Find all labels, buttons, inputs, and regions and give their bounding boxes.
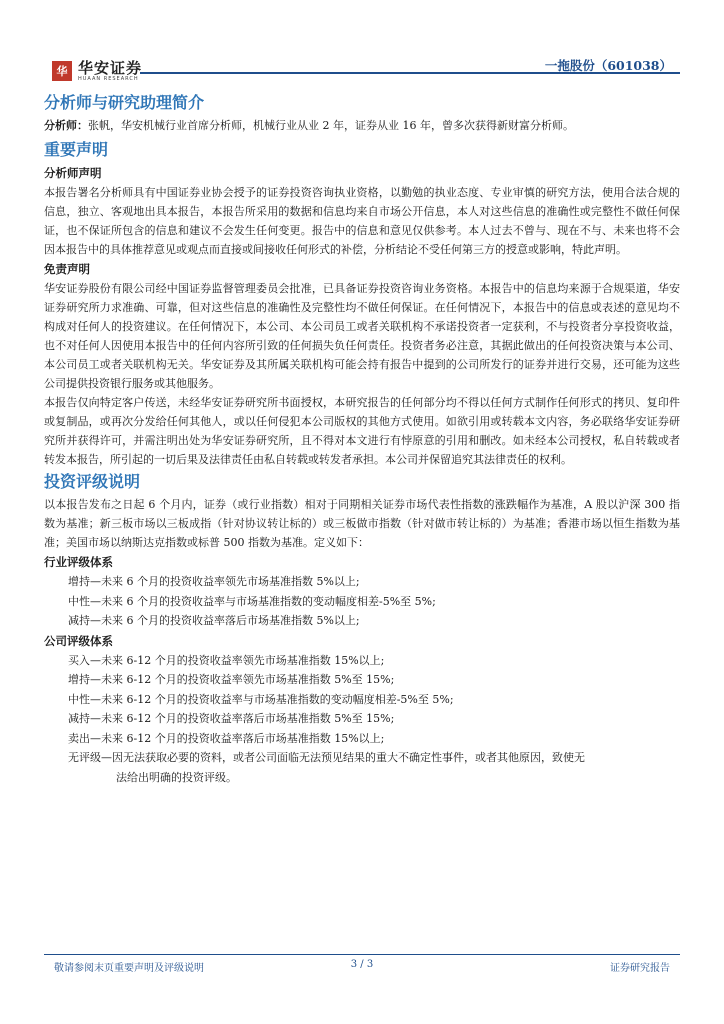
rating-intro: 以本报告发布之日起 6 个月内，证券（或行业指数）相对于同期相关证券市场代表性指数的涨跌幅作为基准，A 股以沪深 300 指数为基准；新三板市场以三板成指（针对协议转让标的）或三板做市指数（针对做市转让标的）为基准；香港市场以恒生指数为基准；美国市场以纳斯达克指数或标普 500 指数为基准。定义如下： xyxy=(44,498,680,549)
analyst-intro-title: 分析师与研究助理简介 xyxy=(44,93,205,112)
header-divider xyxy=(140,72,680,74)
analyst-statement-text: 本报告署名分析师具有中国证券业协会授予的证券投资咨询执业资格，以勤勉的执业态度、专业审慎的研究方法，使用合法合规的信息，独立、客观地出具本报告，本报告所采用的数据和信息均来自市场公开信息，本人对这些信息的准确性或完整性不做任何保证，也不保证所包含的信息和建议不会发生任何变更。报告中的信息和意见仅供参考。本人过去不曾与、现在不与、未来也将不会因本报告中的具体推荐意见或观点而直接或间接收任何形式的补偿，分析结论不受任何第三方的授意或影响，特此声明。 xyxy=(44,186,680,256)
logo-name: 华安证券 xyxy=(78,59,143,77)
industry-rating-subtitle: 行业评级体系 xyxy=(44,555,113,569)
company-rating-item: 中性—未来 6-12 个月的投资收益率与市场基准指数的变动幅度相差-5%至 5%; xyxy=(68,692,454,706)
footer-report-type: 证券研究报告 xyxy=(610,963,670,974)
page-number: 3 / 3 xyxy=(350,959,374,970)
industry-rating-item: 减持—未来 6 个月的投资收益率落后市场基准指数 5%以上; xyxy=(68,614,360,627)
footer-disclaimer-note: 敬请参阅末页重要声明及评级说明 xyxy=(54,963,204,974)
logo-mark-icon: 华 xyxy=(52,61,72,81)
analyst-intro-paragraph xyxy=(44,116,680,135)
disclaimer-subtitle: 免责声明 xyxy=(44,262,90,276)
rating-title: 投资评级说明 xyxy=(44,472,141,491)
important-statement-title: 重要声明 xyxy=(44,140,109,159)
industry-rating-item: 中性—未来 6 个月的投资收益率与市场基准指数的变动幅度相差-5%至 5%; xyxy=(68,594,436,608)
no-rating-continuation: 法给出明确的投资评级。 xyxy=(116,770,237,784)
disclaimer-text-2: 本报告仅向特定客户传送，未经华安证券研究所书面授权，本研究报告的任何部分均不得以任何方式制作任何形式的拷贝、复印件或复制品，或再次分发给任何其他人，或以任何侵犯本公司版权的其他方式使用。如欲引用或转载本文内容，务必联络华安证券研究所并获得许可，并需注明出处为华安证券研究所，且不得对本文进行有悖原意的引用和删改。如未经本公司授权，私自转载或者转发本报告，所引起的一切后果及法律责任由私自转载或转发者承担。本公司并保留追究其法律责任的权利。 xyxy=(44,396,680,466)
analyst-label: 分析师： xyxy=(44,119,88,132)
company-rating-subtitle: 公司评级体系 xyxy=(44,633,113,648)
logo-english: HUAAN RESEARCH xyxy=(78,76,139,82)
analyst-statement-subtitle: 分析师声明 xyxy=(44,166,102,180)
company-rating-item: 增持—未来 6-12 个月的投资收益率领先市场基准指数 5%至 15%; xyxy=(68,673,395,686)
page-footer xyxy=(44,954,680,975)
huaan-logo xyxy=(52,60,142,82)
no-rating-item xyxy=(44,748,680,787)
company-name: 一拖股份（601038） xyxy=(544,58,672,73)
page-header xyxy=(44,52,680,82)
company-rating-item: 减持—未来 6-12 个月的投资收益率落后市场基准指数 5%至 15%; xyxy=(68,712,395,725)
analyst-intro-text: 张帆，华安机械行业首席分析师，机械行业从业 2 年，证券从业 16 年，曾多次获得新财富分析师。 xyxy=(88,119,574,132)
page-content xyxy=(44,92,680,787)
no-rating-first-line: 无评级—因无法获取必要的资料，或者公司面临无法预见结果的重大不确定性事件，或者其他原因，致使无 xyxy=(68,751,585,764)
disclaimer-text-1: 华安证券股份有限公司经中国证券监督管理委员会批准，已具备证券投资咨询业务资格。本报告中的信息均来源于合规渠道，华安证券研究所力求准确、可靠，但对这些信息的准确性及完整性均不做任何保证。在任何情况下，本报告中的信息或表述的意见均不构成对任何人的投资建议。在任何情况下，本公司、本公司员工或者关联机构不承诺投资者一定获利，不与投资者分享投资收益，也不对任何人因使用本报告中的任何内容所引致的任何损失负任何责任。投资者务必注意，其据此做出的任何投资决策与本公司、本公司员工或者关联机构无关。华安证券及其所属关联机构可能会持有报告中提到的公司所发行的证券并进行交易，还可能为这些公司提供投资银行服务或其他服务。 xyxy=(44,282,680,390)
company-rating-item: 卖出—未来 6-12 个月的投资收益率落后市场基准指数 15%以上; xyxy=(68,731,385,745)
company-rating-item: 买入—未来 6-12 个月的投资收益率领先市场基准指数 15%以上; xyxy=(68,653,385,667)
industry-rating-item: 增持—未来 6 个月的投资收益率领先市场基准指数 5%以上; xyxy=(68,575,360,588)
